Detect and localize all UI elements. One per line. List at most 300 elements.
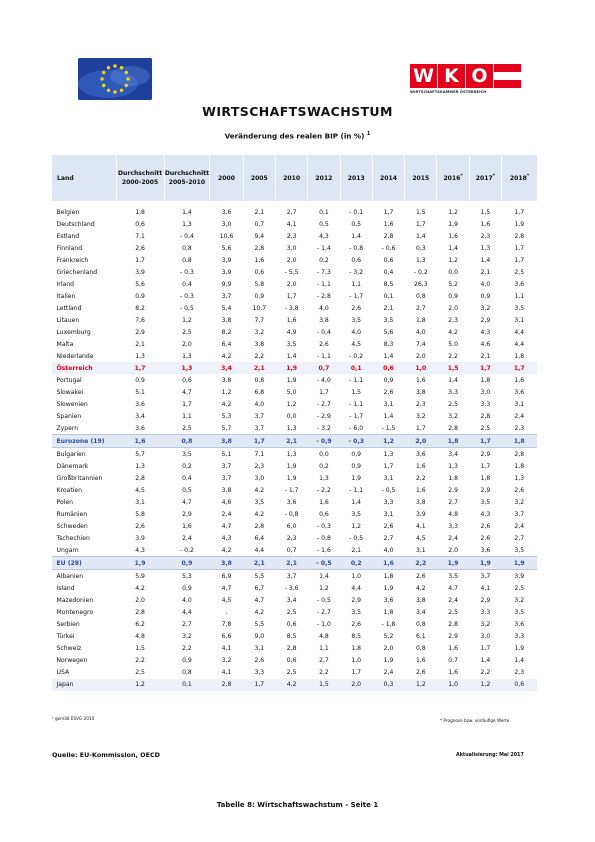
value-cell: 5,9 bbox=[135, 572, 145, 580]
value-cell: - 2,7 bbox=[317, 400, 331, 408]
value-cell: 4,8 bbox=[135, 633, 145, 641]
country-cell: Bulgarien bbox=[56, 450, 86, 458]
value-cell: 2,0 bbox=[286, 280, 297, 288]
value-cell: 1,9 bbox=[351, 474, 362, 482]
value-cell: 3,0 bbox=[480, 388, 491, 396]
table-row bbox=[52, 544, 538, 557]
value-cell: 0,2 bbox=[340, 557, 372, 570]
value-cell: - 1,6 bbox=[308, 544, 340, 557]
value-cell: 4,1 bbox=[415, 522, 426, 530]
table-row bbox=[52, 218, 538, 230]
value-cell: 5,6 bbox=[383, 328, 394, 336]
value-cell: 3,8 bbox=[415, 388, 426, 396]
value-cell: 4,2 bbox=[254, 609, 265, 617]
value-cell: 7,8 bbox=[221, 621, 232, 629]
value-cell: 1,8 bbox=[448, 474, 458, 482]
value-cell: 1,8 bbox=[514, 462, 525, 470]
value-cell: 2,5 bbox=[469, 422, 501, 435]
value-cell: 3,0 bbox=[286, 244, 297, 252]
value-cell: 5,6 bbox=[221, 244, 232, 252]
value-cell: 2,6 bbox=[383, 522, 394, 530]
value-cell: 4,4 bbox=[351, 584, 362, 592]
value-cell: 2,8 bbox=[254, 244, 265, 252]
value-cell: 2,0 bbox=[340, 679, 372, 691]
country-cell: Spanien bbox=[56, 412, 82, 420]
country-cell: Deutschland bbox=[56, 220, 95, 228]
value-cell: 2,8 bbox=[135, 474, 145, 482]
value-cell: - 0,8 bbox=[349, 244, 364, 252]
value-cell: 4,0 bbox=[351, 328, 362, 336]
country-cell: Island bbox=[56, 584, 75, 592]
value-cell: 5,2 bbox=[383, 633, 394, 641]
table-row bbox=[52, 631, 538, 643]
table-row bbox=[52, 582, 538, 594]
value-cell: 4,7 bbox=[254, 597, 265, 604]
value-cell: 4,3 bbox=[116, 544, 164, 557]
country-cell: Eurozone (19) bbox=[52, 435, 117, 448]
value-cell: 1,2 bbox=[448, 208, 458, 216]
value-cell: 1,3 bbox=[448, 462, 458, 470]
value-cell: - 0,1 bbox=[349, 208, 364, 216]
value-cell: 2,4 bbox=[221, 510, 232, 518]
country-cell: Dänemark bbox=[56, 462, 89, 470]
value-cell: 1,6 bbox=[514, 376, 525, 384]
value-cell: - 0,3 bbox=[317, 522, 331, 530]
value-cell: 6,9 bbox=[221, 572, 232, 580]
value-cell: 0,6 bbox=[502, 679, 537, 691]
value-cell: 3,8 bbox=[221, 316, 232, 324]
value-cell: 3,2 bbox=[415, 412, 426, 420]
value-cell: 1,6 bbox=[383, 220, 394, 228]
value-cell: 3,2 bbox=[514, 498, 525, 506]
value-cell: 3,4 bbox=[210, 362, 243, 374]
value-cell: 1,9 bbox=[275, 362, 307, 374]
value-cell: 2,5 bbox=[448, 400, 458, 408]
value-cell: 2,9 bbox=[448, 486, 458, 494]
value-cell: - 0,3 bbox=[180, 292, 194, 300]
value-cell: 1,8 bbox=[480, 376, 491, 384]
value-cell: 3,2 bbox=[480, 621, 491, 629]
value-cell: 2,1 bbox=[383, 304, 394, 312]
country-cell: Großbritannien bbox=[56, 474, 103, 482]
value-cell: 2,6 bbox=[254, 657, 265, 665]
value-cell: 3,3 bbox=[448, 522, 458, 530]
value-cell: 4,9 bbox=[286, 328, 297, 336]
value-cell: 0,1 bbox=[383, 292, 394, 300]
value-cell: 0,8 bbox=[164, 435, 210, 448]
value-cell: 6,7 bbox=[254, 584, 265, 592]
value-cell: - 1,7 bbox=[284, 486, 299, 494]
value-cell: 5,1 bbox=[135, 388, 145, 396]
value-cell: 2,6 bbox=[135, 522, 145, 530]
value-cell: 1,8 bbox=[480, 474, 491, 482]
table-row bbox=[52, 643, 538, 655]
value-cell: - 0,9 bbox=[308, 435, 340, 448]
value-cell: 2,6 bbox=[480, 522, 491, 530]
value-cell: 4,4 bbox=[243, 544, 275, 557]
value-cell: 3,9 bbox=[135, 534, 145, 542]
value-cell: - 1,7 bbox=[349, 412, 364, 420]
country-cell: Finnland bbox=[56, 244, 83, 252]
value-cell: 0,8 bbox=[415, 645, 426, 653]
value-cell: 6,6 bbox=[221, 633, 232, 641]
country-cell: Serbien bbox=[56, 621, 80, 629]
value-cell: - 0,6 bbox=[381, 244, 396, 252]
table-row bbox=[52, 254, 538, 266]
value-cell: 1,8 bbox=[383, 609, 394, 617]
table-row bbox=[52, 242, 538, 254]
value-cell: 1,3 bbox=[275, 422, 307, 435]
value-cell: - 0,5 bbox=[381, 486, 396, 494]
eu-star-icon bbox=[100, 77, 103, 80]
value-cell: 0,7 bbox=[254, 220, 265, 228]
value-cell: 3,7 bbox=[221, 474, 232, 482]
value-cell: 1,6 bbox=[182, 522, 192, 530]
value-cell: 1,8 bbox=[437, 435, 469, 448]
value-cell: 2,3 bbox=[286, 232, 297, 240]
value-cell: 2,4 bbox=[383, 669, 394, 677]
value-cell: 0,4 bbox=[383, 268, 394, 276]
value-cell: 3,5 bbox=[514, 304, 525, 312]
value-cell: 0,9 bbox=[448, 292, 458, 300]
value-cell: 0,6 bbox=[182, 376, 192, 384]
table-row bbox=[52, 508, 538, 520]
value-cell: 4,0 bbox=[319, 304, 329, 312]
table-row bbox=[52, 619, 538, 631]
value-cell: 2,0 bbox=[405, 435, 437, 448]
value-cell: 3,2 bbox=[182, 633, 192, 641]
value-cell: 4,5 bbox=[135, 486, 145, 494]
country-cell: Niederlande bbox=[56, 352, 94, 360]
value-cell: 5,3 bbox=[221, 412, 232, 420]
value-cell: 2,8 bbox=[210, 679, 243, 691]
value-cell: 5,8 bbox=[254, 280, 265, 288]
value-cell: 1,4 bbox=[514, 657, 525, 665]
value-cell: 3,1 bbox=[405, 544, 437, 557]
value-cell: 1,2 bbox=[469, 679, 501, 691]
value-cell: 4,7 bbox=[182, 498, 192, 506]
value-cell: 1,3 bbox=[135, 352, 145, 360]
value-cell: 1,6 bbox=[448, 669, 458, 677]
value-cell: 2,2 bbox=[319, 669, 329, 677]
value-cell: 1,6 bbox=[415, 486, 426, 494]
value-cell: 1,9 bbox=[116, 557, 164, 570]
value-cell: 3,5 bbox=[351, 510, 362, 518]
value-cell: 8,5 bbox=[383, 280, 394, 288]
value-cell: 3,8 bbox=[254, 340, 265, 348]
eu-flag-logo bbox=[78, 58, 152, 100]
value-cell: 2,2 bbox=[405, 557, 437, 570]
value-cell: 1,4 bbox=[415, 232, 426, 240]
value-cell: 0,3 bbox=[372, 679, 404, 691]
value-cell: 0,0 bbox=[448, 268, 458, 276]
column-header: 2015 bbox=[405, 155, 437, 201]
value-cell: 2,8 bbox=[135, 609, 145, 617]
value-cell: 1,6 bbox=[415, 657, 426, 665]
value-cell: 2,1 bbox=[275, 557, 307, 570]
value-cell: 2,2 bbox=[448, 352, 458, 360]
value-cell: 3,6 bbox=[286, 498, 297, 506]
value-cell: 3,5 bbox=[502, 544, 537, 557]
page-footer: Tabelle 8: Wirtschaftswachstum - Seite 1 bbox=[216, 801, 379, 809]
value-cell: 1,2 bbox=[221, 388, 232, 396]
value-cell: 2,7 bbox=[182, 621, 192, 629]
eu-star-icon bbox=[107, 89, 110, 92]
value-cell: 5,7 bbox=[135, 450, 145, 458]
value-cell: 1,0 bbox=[405, 362, 437, 374]
value-cell: 2,0 bbox=[448, 304, 458, 312]
value-cell: 1,6 bbox=[480, 220, 491, 228]
value-cell: 3,9 bbox=[221, 256, 232, 264]
value-cell: 8,3 bbox=[383, 340, 394, 348]
value-cell: 2,6 bbox=[415, 572, 426, 580]
value-cell: 0,6 bbox=[286, 657, 297, 665]
column-header: Durchschnitt 2000-2005 bbox=[116, 155, 164, 201]
value-cell: 1,9 bbox=[286, 462, 297, 470]
value-cell: 2,7 bbox=[319, 657, 329, 665]
value-cell: 4,6 bbox=[221, 498, 232, 506]
country-cell: Griechenland bbox=[56, 268, 98, 276]
country-cell: Luxemburg bbox=[56, 328, 91, 336]
value-cell: 2,6 bbox=[319, 340, 329, 348]
value-cell: 1,7 bbox=[243, 679, 275, 691]
value-cell: 0,6 bbox=[372, 362, 404, 374]
column-header: 2012 bbox=[308, 155, 340, 201]
value-cell: - 0,3 bbox=[180, 268, 194, 276]
value-cell: 1,8 bbox=[383, 572, 394, 580]
value-cell: 1,4 bbox=[448, 244, 458, 252]
value-cell: 0,2 bbox=[182, 462, 192, 470]
value-cell: 26,3 bbox=[414, 280, 428, 288]
value-cell: 5,5 bbox=[254, 572, 265, 580]
value-cell: 0,8 bbox=[415, 292, 426, 300]
value-cell: 3,1 bbox=[254, 645, 265, 653]
eu-star-icon bbox=[113, 64, 116, 67]
value-cell: 6,4 bbox=[221, 340, 232, 348]
eu-star-icon bbox=[120, 66, 123, 69]
value-cell: 2,8 bbox=[254, 522, 265, 530]
value-cell: 1,8 bbox=[514, 352, 525, 360]
value-cell: 1,2 bbox=[182, 316, 192, 324]
table-row bbox=[52, 362, 538, 374]
value-cell: 4,2 bbox=[254, 510, 265, 518]
value-cell: 4,4 bbox=[182, 609, 192, 617]
value-cell: 1,6 bbox=[415, 376, 426, 384]
value-cell: 8,2 bbox=[221, 328, 232, 336]
value-cell: 2,8 bbox=[480, 412, 491, 420]
growth-table bbox=[51, 155, 537, 691]
value-cell: 7,7 bbox=[254, 316, 265, 324]
value-cell: 5,5 bbox=[254, 621, 265, 629]
table-row bbox=[52, 314, 538, 326]
value-cell: 1,0 bbox=[351, 657, 362, 665]
value-cell: 1,7 bbox=[469, 362, 501, 374]
wko-letter-w: W bbox=[410, 64, 437, 88]
value-cell: 2,0 bbox=[437, 544, 469, 557]
value-cell: 2,1 bbox=[254, 208, 265, 216]
value-cell: 2,2 bbox=[480, 669, 491, 677]
value-cell: 3,3 bbox=[514, 633, 525, 641]
value-cell: - 5,5 bbox=[284, 268, 299, 276]
value-cell: 2,9 bbox=[480, 597, 491, 604]
value-cell: 3,8 bbox=[221, 376, 232, 384]
wko-subtext: WIRTSCHAFTSKAMMER ÖSTERREICH bbox=[410, 90, 487, 94]
value-cell: 7,1 bbox=[135, 232, 145, 240]
value-cell: 3,5 bbox=[351, 316, 362, 324]
value-cell: 2,2 bbox=[415, 474, 426, 482]
header-land: Land bbox=[52, 155, 117, 201]
value-cell: 1,7 bbox=[480, 462, 491, 470]
value-cell: 3,7 bbox=[480, 572, 491, 580]
value-cell: 1,3 bbox=[286, 450, 297, 458]
country-cell: Lettland bbox=[56, 304, 82, 312]
country-cell: Türkei bbox=[56, 633, 75, 641]
value-cell: 4,2 bbox=[275, 679, 307, 691]
value-cell: 3,7 bbox=[254, 412, 265, 420]
value-cell: 6,8 bbox=[254, 388, 265, 396]
column-header: 2016* bbox=[437, 155, 469, 201]
value-cell: - 7,3 bbox=[317, 268, 331, 276]
value-cell: - 2,9 bbox=[317, 412, 331, 420]
value-cell: 1,2 bbox=[448, 256, 458, 264]
value-cell: 3,8 bbox=[319, 316, 329, 324]
value-cell: 2,5 bbox=[514, 584, 525, 592]
value-cell: 1,7 bbox=[469, 435, 501, 448]
value-cell: 1,7 bbox=[135, 256, 145, 264]
value-cell: 4,0 bbox=[480, 280, 491, 288]
country-cell: Slowakei bbox=[56, 388, 84, 396]
value-cell: 5,8 bbox=[135, 510, 145, 518]
value-cell: 1,2 bbox=[372, 435, 404, 448]
value-cell: 3,6 bbox=[383, 597, 394, 604]
value-cell: 4,2 bbox=[254, 486, 265, 494]
country-cell: Rumänien bbox=[56, 510, 88, 518]
value-cell: 2,5 bbox=[286, 609, 297, 617]
value-cell: 0,8 bbox=[182, 256, 192, 264]
value-cell: 3,6 bbox=[135, 400, 145, 408]
value-cell: 2,0 bbox=[286, 256, 297, 264]
value-cell: 4,2 bbox=[415, 584, 426, 592]
value-cell: 1,7 bbox=[502, 362, 537, 374]
country-cell: Zypern bbox=[52, 422, 117, 435]
value-cell: 1,4 bbox=[286, 352, 297, 360]
value-cell: 1,3 bbox=[514, 474, 525, 482]
value-cell: - 0,5 bbox=[308, 557, 340, 570]
value-cell: 4,7 bbox=[221, 584, 232, 592]
value-cell: - 1,7 bbox=[349, 292, 364, 300]
value-cell: 2,6 bbox=[135, 244, 145, 252]
value-cell: 3,0 bbox=[221, 220, 232, 228]
value-cell: 3,2 bbox=[221, 657, 232, 665]
value-cell: - 0,5 bbox=[317, 597, 331, 604]
value-cell: 2,0 bbox=[182, 340, 192, 348]
value-cell: 9,9 bbox=[221, 280, 232, 288]
value-cell: 4,2 bbox=[221, 352, 232, 360]
value-cell: 7,1 bbox=[254, 450, 265, 458]
value-cell: 1,3 bbox=[135, 462, 145, 470]
country-cell: Norwegen bbox=[56, 657, 88, 665]
value-cell: 3,3 bbox=[480, 609, 491, 617]
value-cell: 3,4 bbox=[415, 609, 426, 617]
value-cell: 1,1 bbox=[351, 280, 362, 288]
value-cell: 0,8 bbox=[415, 621, 426, 629]
value-cell: 2,3 bbox=[502, 422, 537, 435]
value-cell: 1,2 bbox=[116, 679, 164, 691]
table-row bbox=[52, 422, 538, 435]
table-row bbox=[52, 484, 538, 496]
value-cell: 6,2 bbox=[135, 621, 145, 629]
column-header: Durchschnitt 2005-2010 bbox=[164, 155, 210, 201]
value-cell: 3,6 bbox=[469, 544, 501, 557]
value-cell: 4,8 bbox=[448, 510, 458, 518]
value-cell: - 1,1 bbox=[317, 352, 331, 360]
table-row bbox=[52, 607, 538, 619]
value-cell: 4,0 bbox=[415, 328, 426, 336]
value-cell: 1,6 bbox=[415, 462, 426, 470]
value-cell: 2,1 bbox=[480, 268, 491, 276]
table-row bbox=[52, 278, 538, 290]
value-cell: - 6,0 bbox=[340, 422, 372, 435]
value-cell: 1,9 bbox=[514, 220, 525, 228]
value-cell: 1,9 bbox=[383, 657, 394, 665]
value-cell: 3,8 bbox=[415, 498, 426, 506]
eu-star-icon bbox=[120, 89, 123, 92]
value-cell: 3,6 bbox=[116, 422, 164, 435]
value-cell: 2,9 bbox=[448, 633, 458, 641]
eu-star-icon bbox=[126, 77, 129, 80]
country-cell: Schweden bbox=[56, 522, 88, 530]
value-cell: 5,2 bbox=[448, 280, 458, 288]
value-cell: 3,8 bbox=[221, 486, 232, 494]
value-cell: 2,7 bbox=[286, 208, 297, 216]
value-cell: 2,5 bbox=[514, 268, 525, 276]
value-cell: 2,4 bbox=[514, 522, 525, 530]
value-cell: 7,4 bbox=[415, 340, 426, 348]
value-cell: - 1,8 bbox=[381, 621, 396, 629]
country-cell: Italien bbox=[56, 292, 76, 300]
value-cell: 0,9 bbox=[135, 376, 145, 384]
value-cell: 1,6 bbox=[319, 498, 329, 506]
value-cell: - 1,1 bbox=[349, 486, 364, 494]
value-cell: - 0,2 bbox=[164, 544, 210, 557]
value-cell: 3,6 bbox=[514, 280, 525, 288]
footnote-left: ¹ gemäß ESVG 2010 bbox=[52, 716, 95, 721]
value-cell: 0,0 bbox=[319, 450, 329, 458]
value-cell: 3,4 bbox=[286, 597, 297, 604]
value-cell: 0,5 bbox=[182, 486, 192, 494]
austria-flag-icon bbox=[494, 64, 521, 88]
country-cell: Irland bbox=[56, 280, 74, 288]
value-cell: 3,7 bbox=[221, 292, 232, 300]
value-cell: 2,5 bbox=[182, 328, 192, 336]
value-cell: 1,7 bbox=[286, 292, 297, 300]
value-cell: 3,1 bbox=[514, 316, 525, 324]
value-cell: - 1,1 bbox=[317, 280, 331, 288]
value-cell: 0,6 bbox=[383, 256, 394, 264]
value-cell: 6,4 bbox=[254, 534, 265, 542]
aggregate-row bbox=[52, 435, 538, 448]
value-cell: 1,4 bbox=[383, 352, 394, 360]
value-cell: 4,7 bbox=[182, 388, 192, 396]
value-cell: 1,5 bbox=[351, 388, 362, 396]
value-cell: 3,2 bbox=[254, 328, 265, 336]
value-cell: 8,5 bbox=[286, 633, 297, 641]
value-cell: 2,7 bbox=[448, 498, 458, 506]
value-cell: 5,3 bbox=[182, 572, 192, 580]
value-cell: 0,4 bbox=[182, 474, 192, 482]
value-cell: - 2,7 bbox=[317, 609, 331, 617]
table-row bbox=[52, 326, 538, 338]
